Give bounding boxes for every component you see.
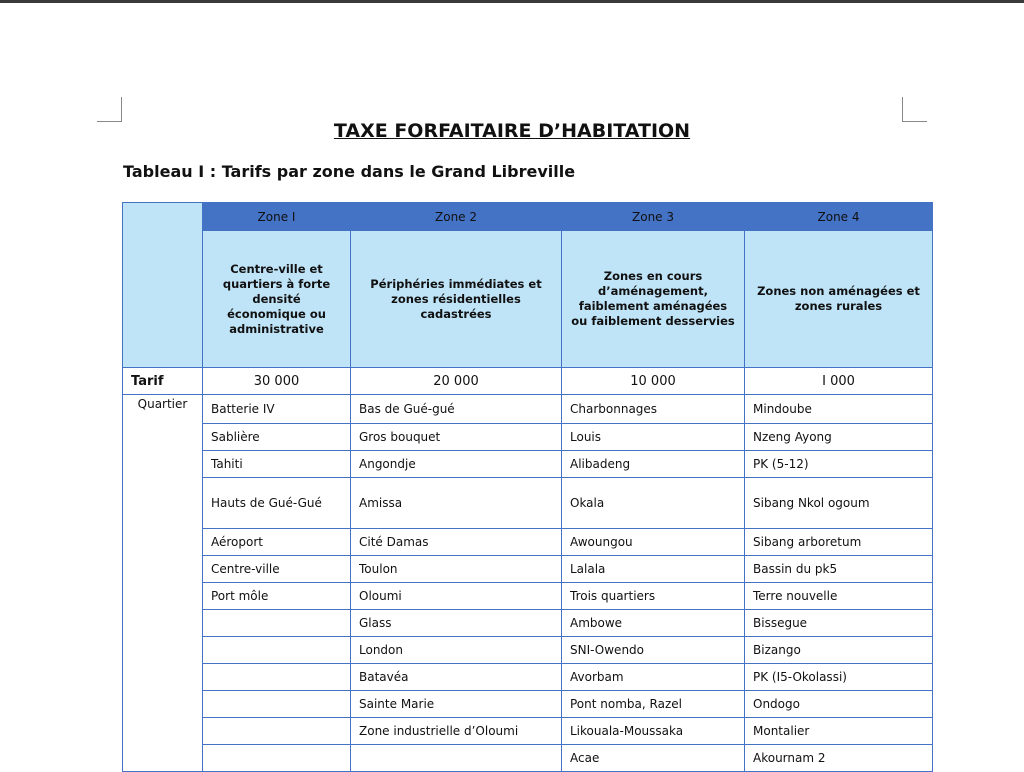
- quartier-cell: Sablière: [203, 423, 351, 450]
- quartier-cell: Gros bouquet: [351, 423, 562, 450]
- quartier-cell: [203, 609, 351, 636]
- zone-description-cell: Centre-ville et quartiers à forte densité économique ou administrative: [203, 231, 351, 368]
- quartier-cell: Pont nomba, Razel: [562, 690, 745, 717]
- quartier-cell: Awoungou: [562, 528, 745, 555]
- quartier-cell: Avorbam: [562, 663, 745, 690]
- zone-description-cell: Périphéries immédiates et zones résidentielles cadastrées: [351, 231, 562, 368]
- quartier-label-cell: [123, 690, 203, 717]
- quartier-cell: Bas de Gué-gué: [351, 395, 562, 424]
- tarif-value: 30 000: [203, 368, 351, 395]
- quartier-cell: Batavéa: [351, 663, 562, 690]
- zone-description-row: [123, 231, 933, 368]
- zone-header-cell: Zone 4: [745, 203, 933, 231]
- table-row: [123, 450, 933, 477]
- quartier-cell: London: [351, 636, 562, 663]
- quartier-cell: Alibadeng: [562, 450, 745, 477]
- quartier-cell: [203, 690, 351, 717]
- quartier-cell: Okala: [562, 477, 745, 528]
- quartier-cell: Toulon: [351, 555, 562, 582]
- quartier-cell: Sibang Nkol ogoum: [745, 477, 933, 528]
- zone-header-cell: Zone 2: [351, 203, 562, 231]
- table-row: [123, 663, 933, 690]
- tarif-value: 10 000: [562, 368, 745, 395]
- zone-description-cell: Zones en cours d’aménagement, faiblement aménagées ou faiblement desservies: [562, 231, 745, 368]
- quartier-cell: Hauts de Gué-Gué: [203, 477, 351, 528]
- quartier-cell: Glass: [351, 609, 562, 636]
- tarif-row: [123, 368, 933, 395]
- quartier-cell: Lalala: [562, 555, 745, 582]
- quartier-cell: [203, 744, 351, 771]
- table-row: [123, 477, 933, 528]
- quartier-cell: Acae: [562, 744, 745, 771]
- quartier-label-cell: [123, 717, 203, 744]
- tarif-label: Tarif: [123, 368, 203, 395]
- quartier-cell: Sibang arboretum: [745, 528, 933, 555]
- quartier-cell: Trois quartiers: [562, 582, 745, 609]
- quartier-cell: Bizango: [745, 636, 933, 663]
- quartier-label-cell: [123, 663, 203, 690]
- quartier-cell: Sainte Marie: [351, 690, 562, 717]
- quartier-cell: Charbonnages: [562, 395, 745, 424]
- quartier-cell: Tahiti: [203, 450, 351, 477]
- zone-header-cell: Zone I: [203, 203, 351, 231]
- quartier-cell: [203, 717, 351, 744]
- quartier-cell: Oloumi: [351, 582, 562, 609]
- quartier-cell: Batterie IV: [203, 395, 351, 424]
- quartier-cell: Aéroport: [203, 528, 351, 555]
- margin-corner-mark-right: [902, 97, 927, 122]
- quartier-cell: Louis: [562, 423, 745, 450]
- quartier-label-cell: [123, 423, 203, 450]
- quartier-cell: Ambowe: [562, 609, 745, 636]
- table-row: [123, 582, 933, 609]
- quartier-label-cell: [123, 744, 203, 771]
- quartier-label-cell: [123, 582, 203, 609]
- quartier-cell: Zone industrielle d’Oloumi: [351, 717, 562, 744]
- quartier-cell: [203, 663, 351, 690]
- quartier-cell: Akournam 2: [745, 744, 933, 771]
- quartier-label-cell: [123, 636, 203, 663]
- quartier-label: Quartier: [123, 395, 203, 424]
- quartier-label-cell: [123, 477, 203, 528]
- quartier-cell: Cité Damas: [351, 528, 562, 555]
- quartier-cell: [351, 744, 562, 771]
- zone-header-cell: Zone 3: [562, 203, 745, 231]
- quartier-cell: [203, 636, 351, 663]
- table-row: [123, 609, 933, 636]
- tarif-value: 20 000: [351, 368, 562, 395]
- tariff-table: [122, 202, 933, 772]
- table-row: [123, 395, 933, 424]
- table-row: [123, 690, 933, 717]
- quartier-cell: Centre-ville: [203, 555, 351, 582]
- window-top-border: [0, 0, 1024, 3]
- margin-corner-mark-left: [97, 97, 122, 122]
- quartier-label-cell: [123, 450, 203, 477]
- table-row: [123, 555, 933, 582]
- quartier-label-cell: [123, 528, 203, 555]
- table-row: [123, 717, 933, 744]
- quartier-cell: Mindoube: [745, 395, 933, 424]
- quartier-label-cell: [123, 609, 203, 636]
- quartier-cell: Likouala-Moussaka: [562, 717, 745, 744]
- quartier-cell: PK (5-12): [745, 450, 933, 477]
- quartier-cell: Montalier: [745, 717, 933, 744]
- quartier-cell: Bissegue: [745, 609, 933, 636]
- tarif-value: I 000: [745, 368, 933, 395]
- table-caption: Tableau I : Tarifs par zone dans le Grand Libreville: [123, 162, 576, 181]
- table-row: [123, 636, 933, 663]
- zone-description-cell: Zones non aménagées et zones rurales: [745, 231, 933, 368]
- zone-header-row: [123, 203, 933, 231]
- quartier-cell: Ondogo: [745, 690, 933, 717]
- quartier-cell: Bassin du pk5: [745, 555, 933, 582]
- quartier-cell: Terre nouvelle: [745, 582, 933, 609]
- quartier-cell: SNI-Owendo: [562, 636, 745, 663]
- table-row: [123, 744, 933, 771]
- document-title: TAXE FORFAITAIRE D’HABITATION: [333, 120, 691, 142]
- quartier-cell: PK (I5-Okolassi): [745, 663, 933, 690]
- table-row: [123, 423, 933, 450]
- quartier-cell: Port môle: [203, 582, 351, 609]
- quartier-cell: Amissa: [351, 477, 562, 528]
- quartier-cell: Angondje: [351, 450, 562, 477]
- quartier-cell: Nzeng Ayong: [745, 423, 933, 450]
- table-row: [123, 528, 933, 555]
- corner-cell: [123, 203, 203, 368]
- quartier-label-cell: [123, 555, 203, 582]
